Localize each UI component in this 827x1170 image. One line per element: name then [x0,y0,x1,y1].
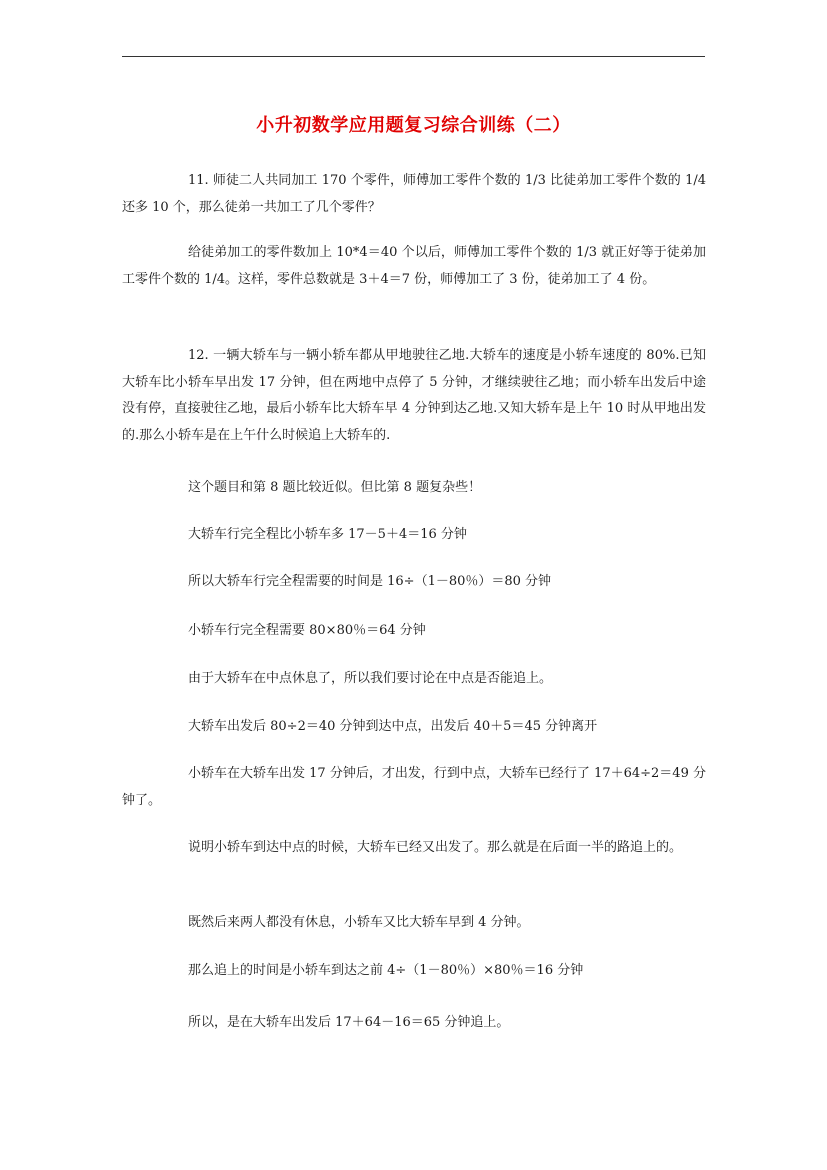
answer-12-step-4: 由于大轿车在中点休息了，所以我们要讨论在中点是否能追上。 [188,671,553,686]
answer-12-step-5: 大轿车出发后 80÷2＝40 分钟到达中点，出发后 40＋5＝45 分钟离开 [188,719,598,734]
answer-12-step-8: 既然后来两人都没有休息，小轿车又比大轿车早到 4 分钟。 [188,915,530,930]
question-12: 12. 一辆大轿车与一辆小轿车都从甲地驶往乙地.大轿车的速度是小轿车速度的 80%.已知大轿车比小轿车早出发 17 分钟，但在两地中点停了 5 分钟，才继续驶往乙地；而小轿车出发后中途没有停，直接驶往乙地，最后小轿车比大轿车早 4 分钟到达乙地.又知大轿车是上午 10 时从甲地出发的.那么小轿车是在上午什么时候追上大轿车的. [122,348,706,443]
answer-12-intro: 这个题目和第 8 题比较近似。但比第 8 题复杂些！ [188,480,482,495]
header-rule [122,56,705,57]
answer-11: 给徒弟加工的零件数加上 10*4＝40 个以后，师傅加工零件个数的 1/3 就正好等于徒弟加工零件个数的 1/4。这样，零件总数就是 3＋4＝7 份，师傅加工了 3 份，徒弟加工了 4 份。 [122,245,706,287]
answer-12-step-7: 说明小轿车到达中点的时候，大轿车已经又出发了。那么就是在后面一半的路追上的。 [188,840,683,855]
document-title: 小升初数学应用题复习综合训练（二） [256,115,571,136]
answer-12-step-3: 小轿车行完全程需要 80×80％＝64 分钟 [188,623,426,638]
answer-12-step-9: 那么追上的时间是小轿车到达之前 4÷（1－80％）×80％＝16 分钟 [188,963,584,978]
answer-12-step-6: 小轿车在大轿车出发 17 分钟后，才出发，行到中点，大轿车已经行了 17＋64÷2＝49 分钟了。 [122,766,706,808]
answer-12-conclusion: 所以，是在大轿车出发后 17＋64－16＝65 分钟追上。 [188,1015,510,1030]
question-11: 11. 师徒二人共同加工 170 个零件，师傅加工零件个数的 1/3 比徒弟加工零件个数的 1/4 还多 10 个，那么徒弟一共加工了几个零件？ [122,173,706,215]
answer-12-step-2: 所以大轿车行完全程需要的时间是 16÷（1－80％）＝80 分钟 [188,574,552,589]
answer-12-step-1: 大轿车行完全程比小轿车多 17－5＋4＝16 分钟 [188,527,467,542]
